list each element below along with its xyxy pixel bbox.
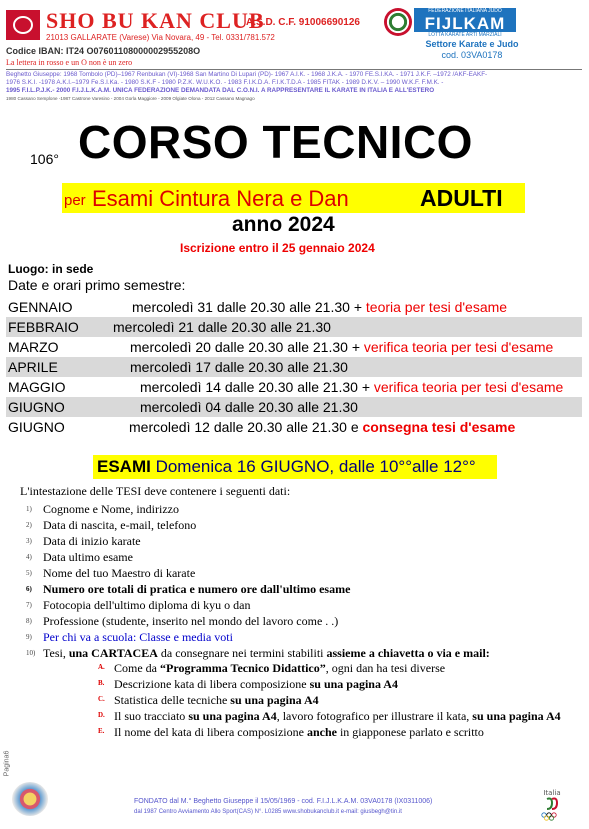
fijlkam-logo: FIJLKAM [414, 15, 516, 32]
course-number: 106° [30, 151, 59, 167]
list-text: Data di inizio karate [43, 534, 141, 548]
sublist-text-part: su una pagina A4 [230, 693, 319, 707]
schedule-note: teoria per tesi d'esame [365, 299, 508, 315]
sublist-letter: E. [98, 727, 105, 735]
sublist-text-part: “Programma Tecnico Didattico” [160, 661, 326, 675]
schedule-row [6, 397, 582, 417]
sublist-text [114, 693, 319, 708]
footer-founded: FONDATO dal M.° Beghetto Giuseppe il 15/05/1969 - cod. F.I.J.L.K.A.M. 03VA0178 (IX0311006) [134, 798, 433, 805]
enrollment-deadline: Iscrizione entro il 25 gennaio 2024 [180, 241, 375, 255]
list-text: Cognome e Nome, indirizzo [43, 502, 179, 516]
lettera-note: La lettera in rosso e un O non è un zero [6, 58, 133, 67]
list-number: 10) [26, 649, 36, 657]
list-text-part: una CARTACEA [68, 646, 158, 660]
fijlkam-federation: FEDERAZIONE ITALIANA JUDO [414, 8, 516, 15]
history-line: 1976 S.K.I. -1978 A.K.I.–1979 Fe.S.I.Ka. - 1980 S.K.F - 1980 P.Z.K. W.U.K.O. - 1983 F.I.K.D.A. F.I.K.T.D.A - 1985 FITAK - 1989 D.K.V. – 1990 W.K.F. F.M.K. - [6, 79, 444, 86]
schedule-time: mercoledì 17 dalle 20.30 alle 21.30 [130, 359, 348, 375]
schedule-month: MAGGIO [8, 379, 66, 395]
sublist-text-part: su una pagina A4 [309, 677, 398, 691]
schedule-row [6, 297, 582, 317]
page-title: CORSO TECNICO [78, 116, 473, 168]
fijlkam-emblem-icon [384, 8, 412, 36]
sublist-text [114, 709, 561, 724]
schedule-time: mercoledì 12 dalle 20.30 alle 21.30 e [129, 419, 359, 435]
schedule-detail [129, 419, 515, 435]
sublist-letter: B. [98, 679, 105, 687]
club-info: A.S.D. C.F. 91006690126 [246, 17, 360, 28]
schedule-month: MARZO [8, 339, 59, 355]
sublist-text-part: , lavoro fotografico per illustrare il kata, [276, 709, 473, 723]
schedule-row [6, 337, 582, 357]
subtitle-per: per [64, 192, 86, 209]
schedule-time: mercoledì 31 dalle 20.30 alle 21.30 + [132, 299, 362, 315]
list-text-part: Tesi, [43, 646, 69, 660]
list-text: Data ultimo esame [43, 550, 133, 564]
page-number: Pagina6 [3, 750, 11, 777]
club-name: SHO BU KAN CLUB [46, 8, 265, 33]
sublist-text [114, 677, 398, 692]
schedule-note: verifica teoria per tesi d'esame [363, 339, 554, 355]
list-number: 9) [26, 633, 32, 641]
schedule-month: APRILE [8, 359, 58, 375]
list-text: Nome del tuo Maestro di karate [43, 566, 196, 580]
club-address: 21013 GALLARATE (Varese) Via Novara, 49 - Tel. 0331/781.572 [46, 33, 275, 42]
italia-olympic-logo-icon [535, 787, 569, 823]
header-divider [6, 69, 582, 70]
list-text: Fotocopia dell'ultimo diploma di kyu o dan [43, 598, 251, 612]
schedule-detail [140, 379, 563, 395]
schedule-detail [130, 359, 348, 375]
schedule-time: mercoledì 20 dalle 20.30 alle 21.30 + [130, 339, 360, 355]
schedule-month: GIUGNO [8, 399, 65, 415]
schedule-row [6, 317, 582, 337]
sublist-text-part: su una pagina A4 [188, 709, 277, 723]
schedule-row [6, 357, 582, 377]
history-line: 1995 F.I.L.P.J.K.- 2000 F.I.J.L.K.A.M. UNICA FEDERAZIONE DEMANDATA DAL C.O.N.I. A RAPPRESENTARE IL KARATE IN ITALIA E ALL'ESTERO [6, 87, 435, 94]
history-line: Beghetto Giuseppe: 1968 Tombolo (PD)–1967 Renbukan (VI)-1968 San Martino Di Lupari (PD)- 1967 A.I.K. - 1968 J.K.A. - 1970 FE.S.I.KA. - 1971 J.K.F. –1972 /AKF-EAKF- [6, 71, 488, 78]
club-logo [6, 10, 40, 40]
schedule-detail [140, 399, 358, 415]
schedule-month: FEBBRAIO [8, 319, 79, 335]
iban-line [6, 46, 200, 56]
list-number: 8) [26, 617, 32, 625]
list-text-part: da consegnare nei termini stabiliti [157, 646, 327, 660]
history-block [6, 71, 566, 95]
sublist-text-part: anche [306, 725, 337, 739]
schedule-detail [113, 319, 331, 335]
schedule-note: verifica teoria per tesi d'esame [373, 379, 564, 395]
schedule-row [6, 417, 582, 437]
list-text [43, 646, 490, 661]
list-text: Numero ore totali di pratica e numero ore dall'ultimo esame [43, 582, 351, 596]
sublist-letter: C. [98, 695, 105, 703]
iban-value: IT24 O07601108000002955208O [66, 46, 201, 56]
footer-contacts: dal 1987 Centro Avviamento Allo Sport(CAS) N°. L0285 www.shobukanclub.it e-mail: giusbegh@tin.it [134, 809, 402, 815]
sublist-text [114, 661, 445, 676]
location-label: Luogo: in sede [8, 262, 94, 276]
list-text: Professione (studente, inserito nel mondo del lavoro come . .) [43, 614, 339, 628]
sublist-text-part: Statistica delle tecniche [114, 693, 231, 707]
list-number: 3) [26, 537, 32, 545]
schedule-note: consegna tesi d'esame [362, 419, 516, 435]
list-number: 6) [26, 585, 32, 593]
fijlkam-subtitle: LOTTA KARATE ARTI MARZIALI [428, 32, 502, 38]
schedule-month: GIUGNO [8, 419, 65, 435]
list-number: 1) [26, 505, 32, 513]
year-label: anno 2024 [232, 213, 335, 236]
list-text-part: assieme a chiavetta o via e mail: [326, 646, 490, 660]
schedule-time: mercoledì 04 dalle 20.30 alle 21.30 [140, 399, 358, 415]
italia-label: Italia [543, 789, 561, 797]
iban-label: Codice IBAN: [6, 46, 64, 56]
settore-label: Settore Karate e Judo [425, 39, 519, 49]
schedule-row [6, 377, 582, 397]
list-number: 4) [26, 553, 32, 561]
schedule-intro: Date e orari primo semestre: [8, 277, 186, 293]
sublist-text-part: su una pagina A4 [472, 709, 561, 723]
sublist-text-part: Come da [114, 661, 160, 675]
sublist-letter: A. [98, 663, 105, 671]
cod-label: cod. 03VA0178 [441, 50, 503, 60]
schedule-time: mercoledì 14 dalle 20.30 alle 21.30 + [140, 379, 370, 395]
list-number: 5) [26, 569, 32, 577]
exam-banner [93, 455, 497, 479]
schedule-detail [130, 339, 553, 355]
schedule-time: mercoledì 21 dalle 20.30 alle 21.30 [113, 319, 331, 335]
sublist-text-part: Il suo tracciato [114, 709, 189, 723]
subtitle-banner [62, 183, 525, 213]
list-text: Per chi va a scuola: Classe e media voti [43, 630, 233, 644]
thesis-intro: L'intestazione delle TESI deve contenere i seguenti dati: [20, 484, 291, 498]
schedule-month: GENNAIO [8, 299, 73, 315]
list-number: 2) [26, 521, 32, 529]
list-text: Data di nascita, e-mail, telefono [43, 518, 197, 532]
sublist-text [114, 725, 484, 740]
sublist-text-part: Il nome del kata di libera composizione [114, 725, 307, 739]
history-note: 1980 Cassano Semplone -1987 Castrone Varesino - 2004 Gorla Maggiore - 2009 Olgiate Olona - 2012 Cassano Magnago [6, 96, 255, 101]
list-number: 7) [26, 601, 32, 609]
exam-date: Domenica 16 GIUGNO, dalle 10°°alle 12°° [155, 457, 476, 476]
subtitle-adulti: ADULTI [420, 185, 503, 211]
sublist-text-part: , ogni dan ha tesi diverse [325, 661, 446, 675]
seal-icon [12, 782, 48, 816]
sublist-text-part: Descrizione kata di libera composizione [114, 677, 310, 691]
sublist-letter: D. [98, 711, 105, 719]
schedule-detail [132, 299, 507, 315]
subtitle-text: Esami Cintura Nera e Dan [92, 186, 349, 211]
exam-label: ESAMI [97, 457, 151, 476]
sublist-text-part: in giapponese parlato e scritto [336, 725, 484, 739]
